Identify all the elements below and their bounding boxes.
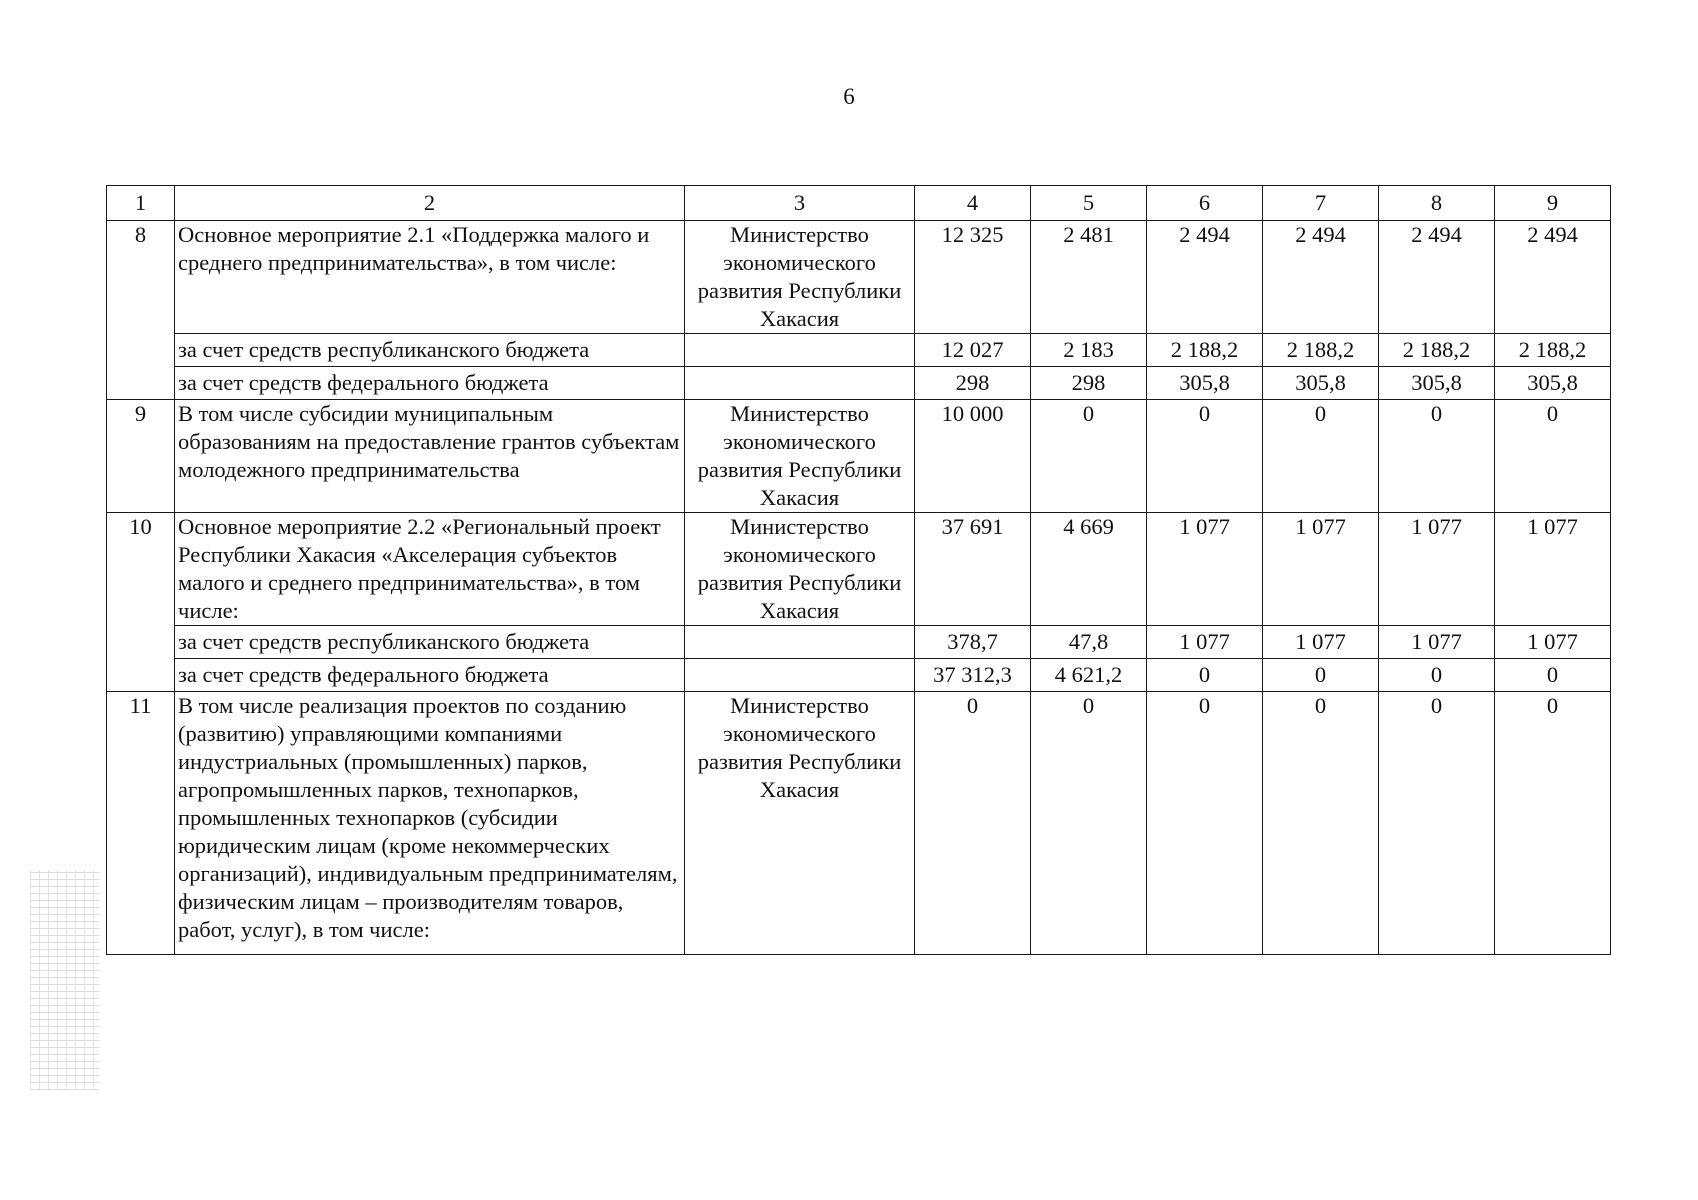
value-cell: 0 bbox=[1031, 692, 1147, 955]
value-cell: 4 669 bbox=[1031, 513, 1147, 626]
value-cell: 2 494 bbox=[1263, 221, 1379, 334]
column-header: 4 bbox=[915, 186, 1031, 221]
value-cell: 1 077 bbox=[1495, 626, 1611, 659]
value-cell: 0 bbox=[1495, 659, 1611, 692]
value-cell: 37 691 bbox=[915, 513, 1031, 626]
table-row bbox=[107, 513, 1611, 626]
value-cell: 305,8 bbox=[1263, 367, 1379, 400]
value-cell: 0 bbox=[1147, 400, 1263, 513]
table-row bbox=[107, 692, 1611, 955]
value-cell: 37 312,3 bbox=[915, 659, 1031, 692]
value-cell: 1 077 bbox=[1147, 626, 1263, 659]
activity-name: В том числе реализация проектов по созданию (развитию) управляющими компаниями индустриальных (промышленных) парков, агропромышленных парков, технопарков, промышленных технопарков (субсидии юридическим лицам (кроме некоммерческих организаций), индивидуальным предпринимателям, физическим лицам – производителям товаров, работ, услуг), в том числе: bbox=[175, 692, 685, 955]
value-cell: 0 bbox=[915, 692, 1031, 955]
table-subrow bbox=[107, 626, 1611, 659]
column-header: 9 bbox=[1495, 186, 1611, 221]
row-number: 11 bbox=[107, 692, 175, 955]
value-cell: 2 494 bbox=[1379, 221, 1495, 334]
funding-source: за счет средств федерального бюджета bbox=[175, 659, 685, 692]
value-cell: 2 494 bbox=[1495, 221, 1611, 334]
column-header: 8 bbox=[1379, 186, 1495, 221]
value-cell: 2 183 bbox=[1031, 334, 1147, 367]
value-cell: 1 077 bbox=[1263, 626, 1379, 659]
value-cell: 0 bbox=[1263, 659, 1379, 692]
column-header: 2 bbox=[175, 186, 685, 221]
value-cell: 305,8 bbox=[1379, 367, 1495, 400]
table-header-row bbox=[107, 186, 1611, 221]
value-cell: 2 188,2 bbox=[1379, 334, 1495, 367]
value-cell: 0 bbox=[1147, 692, 1263, 955]
funding-source: за счет средств республиканского бюджета bbox=[175, 626, 685, 659]
activity-name: Основное мероприятие 2.1 «Поддержка малого и среднего предпринимательства», в том числе: bbox=[175, 221, 685, 334]
executor-empty bbox=[685, 334, 915, 367]
column-header: 1 bbox=[107, 186, 175, 221]
table-subrow bbox=[107, 334, 1611, 367]
value-cell: 0 bbox=[1263, 400, 1379, 513]
value-cell: 0 bbox=[1379, 692, 1495, 955]
page-number: 6 bbox=[843, 84, 855, 109]
value-cell: 1 077 bbox=[1379, 626, 1495, 659]
executor: Министерство экономического развития Республики Хакасия bbox=[685, 221, 915, 334]
value-cell: 0 bbox=[1495, 692, 1611, 955]
funding-source: за счет средств федерального бюджета bbox=[175, 367, 685, 400]
value-cell: 0 bbox=[1495, 400, 1611, 513]
row-number: 10 bbox=[107, 513, 175, 692]
value-cell: 12 027 bbox=[915, 334, 1031, 367]
value-cell: 2 481 bbox=[1031, 221, 1147, 334]
value-cell: 1 077 bbox=[1379, 513, 1495, 626]
value-cell: 0 bbox=[1263, 692, 1379, 955]
value-cell: 305,8 bbox=[1495, 367, 1611, 400]
value-cell: 298 bbox=[1031, 367, 1147, 400]
column-header: 3 bbox=[685, 186, 915, 221]
column-header: 6 bbox=[1147, 186, 1263, 221]
column-header: 7 bbox=[1263, 186, 1379, 221]
value-cell: 0 bbox=[1379, 659, 1495, 692]
value-cell: 47,8 bbox=[1031, 626, 1147, 659]
value-cell: 0 bbox=[1031, 400, 1147, 513]
value-cell: 378,7 bbox=[915, 626, 1031, 659]
value-cell: 1 077 bbox=[1263, 513, 1379, 626]
row-number: 8 bbox=[107, 221, 175, 400]
scan-artifact bbox=[30, 870, 100, 1090]
value-cell: 2 188,2 bbox=[1495, 334, 1611, 367]
value-cell: 1 077 bbox=[1495, 513, 1611, 626]
activity-name: В том числе субсидии муниципальным образованиям на предоставление грантов субъектам молодежного предпринимательства bbox=[175, 400, 685, 513]
executor: Министерство экономического развития Республики Хакасия bbox=[685, 513, 915, 626]
table-subrow bbox=[107, 659, 1611, 692]
executor-empty bbox=[685, 367, 915, 400]
value-cell: 1 077 bbox=[1147, 513, 1263, 626]
table-subrow bbox=[107, 367, 1611, 400]
value-cell: 2 188,2 bbox=[1147, 334, 1263, 367]
value-cell: 305,8 bbox=[1147, 367, 1263, 400]
executor-empty bbox=[685, 659, 915, 692]
value-cell: 298 bbox=[915, 367, 1031, 400]
value-cell: 10 000 bbox=[915, 400, 1031, 513]
table-row bbox=[107, 400, 1611, 513]
value-cell: 0 bbox=[1379, 400, 1495, 513]
executor: Министерство экономического развития Республики Хакасия bbox=[685, 692, 915, 955]
row-number: 9 bbox=[107, 400, 175, 513]
activity-name: Основное мероприятие 2.2 «Региональный проект Республики Хакасия «Акселерация субъектов малого и среднего предпринимательства», в том числе: bbox=[175, 513, 685, 626]
value-cell: 4 621,2 bbox=[1031, 659, 1147, 692]
value-cell: 2 494 bbox=[1147, 221, 1263, 334]
value-cell: 12 325 bbox=[915, 221, 1031, 334]
funding-source: за счет средств республиканского бюджета bbox=[175, 334, 685, 367]
column-header: 5 bbox=[1031, 186, 1147, 221]
table-row bbox=[107, 221, 1611, 334]
budget-table bbox=[106, 185, 1611, 955]
value-cell: 0 bbox=[1147, 659, 1263, 692]
executor-empty bbox=[685, 626, 915, 659]
value-cell: 2 188,2 bbox=[1263, 334, 1379, 367]
executor: Министерство экономического развития Республики Хакасия bbox=[685, 400, 915, 513]
